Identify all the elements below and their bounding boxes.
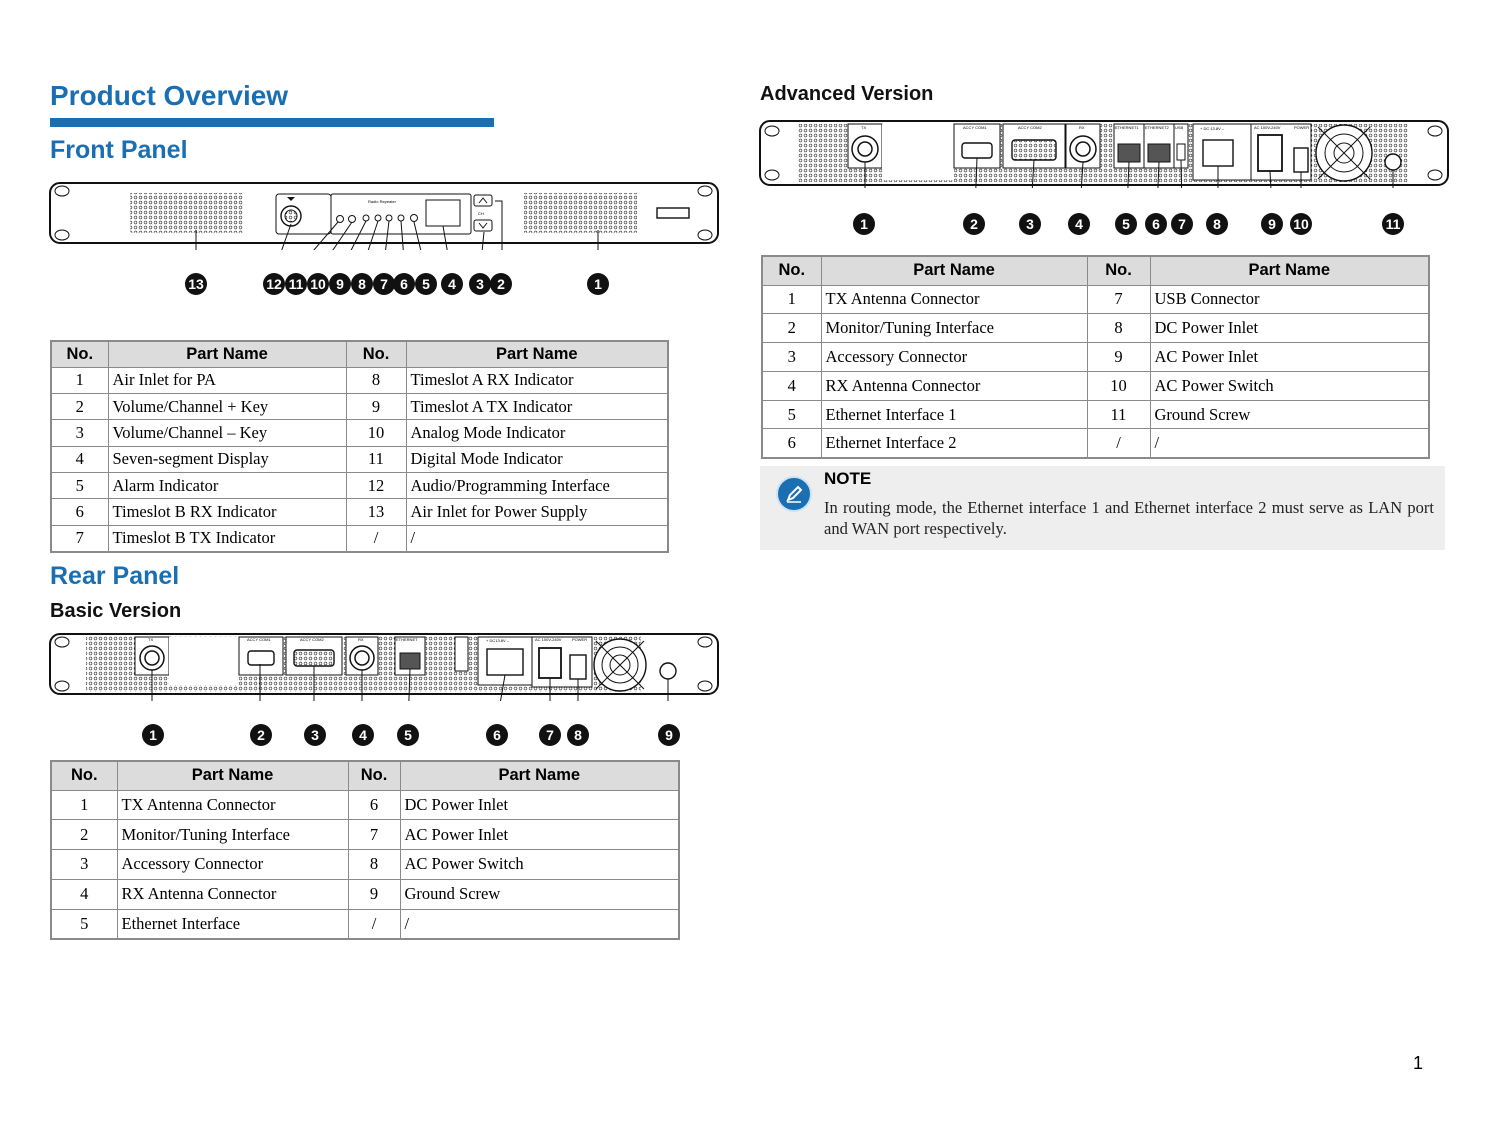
- cell: 9: [348, 879, 400, 909]
- callout-1: 1: [587, 273, 609, 295]
- callout-4: 4: [441, 273, 463, 295]
- header-no: No.: [1087, 256, 1150, 285]
- cell: 11: [1087, 400, 1150, 429]
- cell: 12: [346, 473, 406, 499]
- cell: 6: [762, 429, 821, 458]
- callout-1: 1: [142, 724, 164, 746]
- tx-label: TX: [861, 125, 867, 130]
- cell: 6: [348, 790, 400, 820]
- cell: /: [348, 909, 400, 939]
- header-no: No.: [762, 256, 821, 285]
- ethernet2-label: ETHERNET2: [1145, 125, 1169, 130]
- table-row: [762, 343, 1429, 372]
- header-no: No.: [51, 341, 108, 367]
- cell: 4: [762, 371, 821, 400]
- callout-13: 13: [185, 273, 207, 295]
- ethernet-port-1: [1118, 144, 1140, 162]
- callout-4: 4: [1068, 213, 1090, 235]
- callout-3: 3: [1019, 213, 1041, 235]
- callout-3: 3: [469, 273, 491, 295]
- cell: 7: [51, 525, 108, 551]
- callout-8: 8: [1206, 213, 1228, 235]
- cell: Air Inlet for PA: [108, 367, 346, 393]
- tx-antenna-connector: [852, 136, 878, 162]
- cell: AC Power Switch: [400, 850, 679, 880]
- rx-antenna-connector: [1070, 136, 1096, 162]
- note-title: NOTE: [824, 469, 872, 488]
- cell: 2: [762, 314, 821, 343]
- cell: 8: [348, 850, 400, 880]
- table-row: [762, 314, 1429, 343]
- callout-7: 7: [1171, 213, 1193, 235]
- callout-8: 8: [351, 273, 373, 295]
- callout-5: 5: [397, 724, 419, 746]
- tx-label: TX: [148, 637, 154, 642]
- dc-label: + DC 13.8V –: [1200, 126, 1225, 131]
- cell: Timeslot B TX Indicator: [108, 525, 346, 551]
- callout-3: 3: [304, 724, 326, 746]
- cell: Timeslot B RX Indicator: [108, 499, 346, 525]
- table-row: [762, 400, 1429, 429]
- cell: 1: [762, 285, 821, 314]
- header-no: No.: [346, 341, 406, 367]
- cell: /: [346, 525, 406, 551]
- cell: Air Inlet for Power Supply: [406, 499, 668, 525]
- cell: /: [406, 525, 668, 551]
- advanced-rear-panel-illustration: [758, 118, 1450, 188]
- cell: Timeslot A TX Indicator: [406, 393, 668, 419]
- table-row: [51, 473, 668, 499]
- cell: Ground Screw: [400, 879, 679, 909]
- cell: 10: [1087, 371, 1150, 400]
- callout-2: 2: [250, 724, 272, 746]
- cell: 3: [51, 420, 108, 446]
- callout-10: 10: [307, 273, 329, 295]
- cell: 9: [1087, 343, 1150, 372]
- cell: Audio/Programming Interface: [406, 473, 668, 499]
- cell: Ethernet Interface 2: [821, 429, 1087, 458]
- cell: Alarm Indicator: [108, 473, 346, 499]
- ethernet1-label: ETHERNET1: [1115, 125, 1139, 130]
- rear-panel-heading: Rear Panel: [50, 562, 180, 590]
- cell: Monitor/Tuning Interface: [117, 820, 348, 850]
- callout-7: 7: [539, 724, 561, 746]
- usb-label: USB: [1175, 125, 1184, 130]
- header-no: No.: [51, 761, 117, 790]
- callout-6: 6: [393, 273, 415, 295]
- cell: AC Power Switch: [1150, 371, 1429, 400]
- cell: 4: [51, 879, 117, 909]
- cell: Monitor/Tuning Interface: [821, 314, 1087, 343]
- table-row: [51, 446, 668, 472]
- callout-9: 9: [658, 724, 680, 746]
- cell: Accessory Connector: [117, 850, 348, 880]
- cell: 5: [51, 909, 117, 939]
- basic-version-heading: Basic Version: [50, 600, 182, 622]
- cell: Digital Mode Indicator: [406, 446, 668, 472]
- page-number: 1: [1413, 1053, 1424, 1073]
- table-row: [51, 790, 679, 820]
- cell: 4: [51, 446, 108, 472]
- ethernet-label: ETHERNET: [396, 637, 418, 642]
- callout-5: 5: [415, 273, 437, 295]
- callout-6: 6: [1145, 213, 1167, 235]
- callout-8: 8: [567, 724, 589, 746]
- cell: Ethernet Interface 1: [821, 400, 1087, 429]
- table-row: [762, 429, 1429, 458]
- psu-air-inlet-grille: [130, 193, 243, 233]
- cell: /: [1150, 429, 1429, 458]
- header-part-name: Part Name: [821, 256, 1087, 285]
- callout-9: 9: [1261, 213, 1283, 235]
- table-row: [51, 879, 679, 909]
- table-row: [51, 367, 668, 393]
- callout-12: 12: [263, 273, 285, 295]
- cell: AC Power Inlet: [400, 820, 679, 850]
- power-label: POWER: [572, 637, 588, 642]
- table-row: [51, 499, 668, 525]
- cell: Seven-segment Display: [108, 446, 346, 472]
- cell: Volume/Channel + Key: [108, 393, 346, 419]
- cell: Ethernet Interface: [117, 909, 348, 939]
- table-row: [51, 909, 679, 939]
- ch-label: CH: [478, 211, 484, 216]
- callout-7: 7: [373, 273, 395, 295]
- cell: 8: [1087, 314, 1150, 343]
- cell: 7: [1087, 285, 1150, 314]
- cell: 6: [51, 499, 108, 525]
- cell: 5: [762, 400, 821, 429]
- accy-com2-label: ACCY COM2: [300, 637, 324, 642]
- ground-screw: [1385, 154, 1401, 170]
- ethernet-port: [400, 653, 420, 669]
- front-panel-table: [50, 340, 669, 553]
- table-row: [762, 371, 1429, 400]
- cell: 3: [762, 343, 821, 372]
- callout-1: 1: [853, 213, 875, 235]
- table-row: [51, 393, 668, 419]
- front-panel-heading: Front Panel: [50, 136, 188, 164]
- cell: RX Antenna Connector: [117, 879, 348, 909]
- ac-label: AC 100V-240V: [1254, 125, 1281, 130]
- cell: 2: [51, 820, 117, 850]
- ethernet-port-2: [1148, 144, 1170, 162]
- advanced-version-heading: Advanced Version: [760, 83, 934, 105]
- cell: DC Power Inlet: [400, 790, 679, 820]
- cell: 2: [51, 393, 108, 419]
- cell: AC Power Inlet: [1150, 343, 1429, 372]
- dc-label: + DC13.8V –: [486, 638, 510, 643]
- cell: Volume/Channel – Key: [108, 420, 346, 446]
- cell: DC Power Inlet: [1150, 314, 1429, 343]
- cell: 8: [346, 367, 406, 393]
- table-row: [51, 420, 668, 446]
- cell: 1: [51, 790, 117, 820]
- header-part-name: Part Name: [108, 341, 346, 367]
- callout-2: 2: [963, 213, 985, 235]
- table-header-row: [51, 341, 668, 367]
- accy-com2-label: ACCY COM2: [1018, 125, 1042, 130]
- power-label: POWER: [1294, 125, 1310, 130]
- table-row: [51, 850, 679, 880]
- ac-label: AC 100V-240V: [535, 637, 562, 642]
- rx-label: RX: [358, 637, 364, 642]
- accessory-connector: [1012, 140, 1056, 160]
- table-header-row: [762, 256, 1429, 285]
- title-underline: [50, 118, 494, 127]
- pa-air-inlet-grille: [524, 193, 637, 233]
- cell: Timeslot A RX Indicator: [406, 367, 668, 393]
- cell: Accessory Connector: [821, 343, 1087, 372]
- accessory-connector: [294, 650, 334, 666]
- cell: 5: [51, 473, 108, 499]
- cell: TX Antenna Connector: [117, 790, 348, 820]
- callout-5: 5: [1115, 213, 1137, 235]
- rx-antenna-connector: [350, 646, 374, 670]
- cell: TX Antenna Connector: [821, 285, 1087, 314]
- rx-label: RX: [1079, 125, 1085, 130]
- accy-com1-label: ACCY COM1: [247, 637, 271, 642]
- basic-rear-panel-table: [50, 760, 680, 940]
- callout-11: 11: [1382, 213, 1404, 235]
- cell: 13: [346, 499, 406, 525]
- accy-com1-label: ACCY COM1: [963, 125, 987, 130]
- basic-rear-panel-illustration: [48, 631, 722, 701]
- cell: 11: [346, 446, 406, 472]
- header-part-name: Part Name: [117, 761, 348, 790]
- note-text: In routing mode, the Ethernet interface 1 and Ethernet interface 2 must serve as LAN port and WAN port respectively.: [824, 498, 1434, 538]
- table-row: [51, 820, 679, 850]
- cell: /: [400, 909, 679, 939]
- header-part-name: Part Name: [400, 761, 679, 790]
- callout-10: 10: [1290, 213, 1312, 235]
- callout-2: 2: [490, 273, 512, 295]
- cell: 10: [346, 420, 406, 446]
- cell: 9: [346, 393, 406, 419]
- ground-screw: [660, 663, 676, 679]
- cell: /: [1087, 429, 1150, 458]
- table-header-row: [51, 761, 679, 790]
- callout-9: 9: [329, 273, 351, 295]
- cell: RX Antenna Connector: [821, 371, 1087, 400]
- cell: USB Connector: [1150, 285, 1429, 314]
- cell: Ground Screw: [1150, 400, 1429, 429]
- callout-6: 6: [486, 724, 508, 746]
- callout-4: 4: [352, 724, 374, 746]
- header-no: No.: [348, 761, 400, 790]
- cell: Analog Mode Indicator: [406, 420, 668, 446]
- advanced-rear-panel-table: [761, 255, 1430, 459]
- header-part-name: Part Name: [406, 341, 668, 367]
- front-panel-illustration: [48, 180, 722, 250]
- table-row: [762, 285, 1429, 314]
- note-box: [760, 466, 1445, 550]
- cell: 7: [348, 820, 400, 850]
- cell: 1: [51, 367, 108, 393]
- cell: 3: [51, 850, 117, 880]
- table-row: [51, 525, 668, 551]
- header-part-name: Part Name: [1150, 256, 1429, 285]
- page-title: Product Overview: [50, 80, 289, 111]
- model-label: Radio Repeater: [368, 199, 397, 204]
- tx-antenna-connector: [140, 646, 164, 670]
- callout-11: 11: [285, 273, 307, 295]
- pencil-icon: [776, 476, 812, 512]
